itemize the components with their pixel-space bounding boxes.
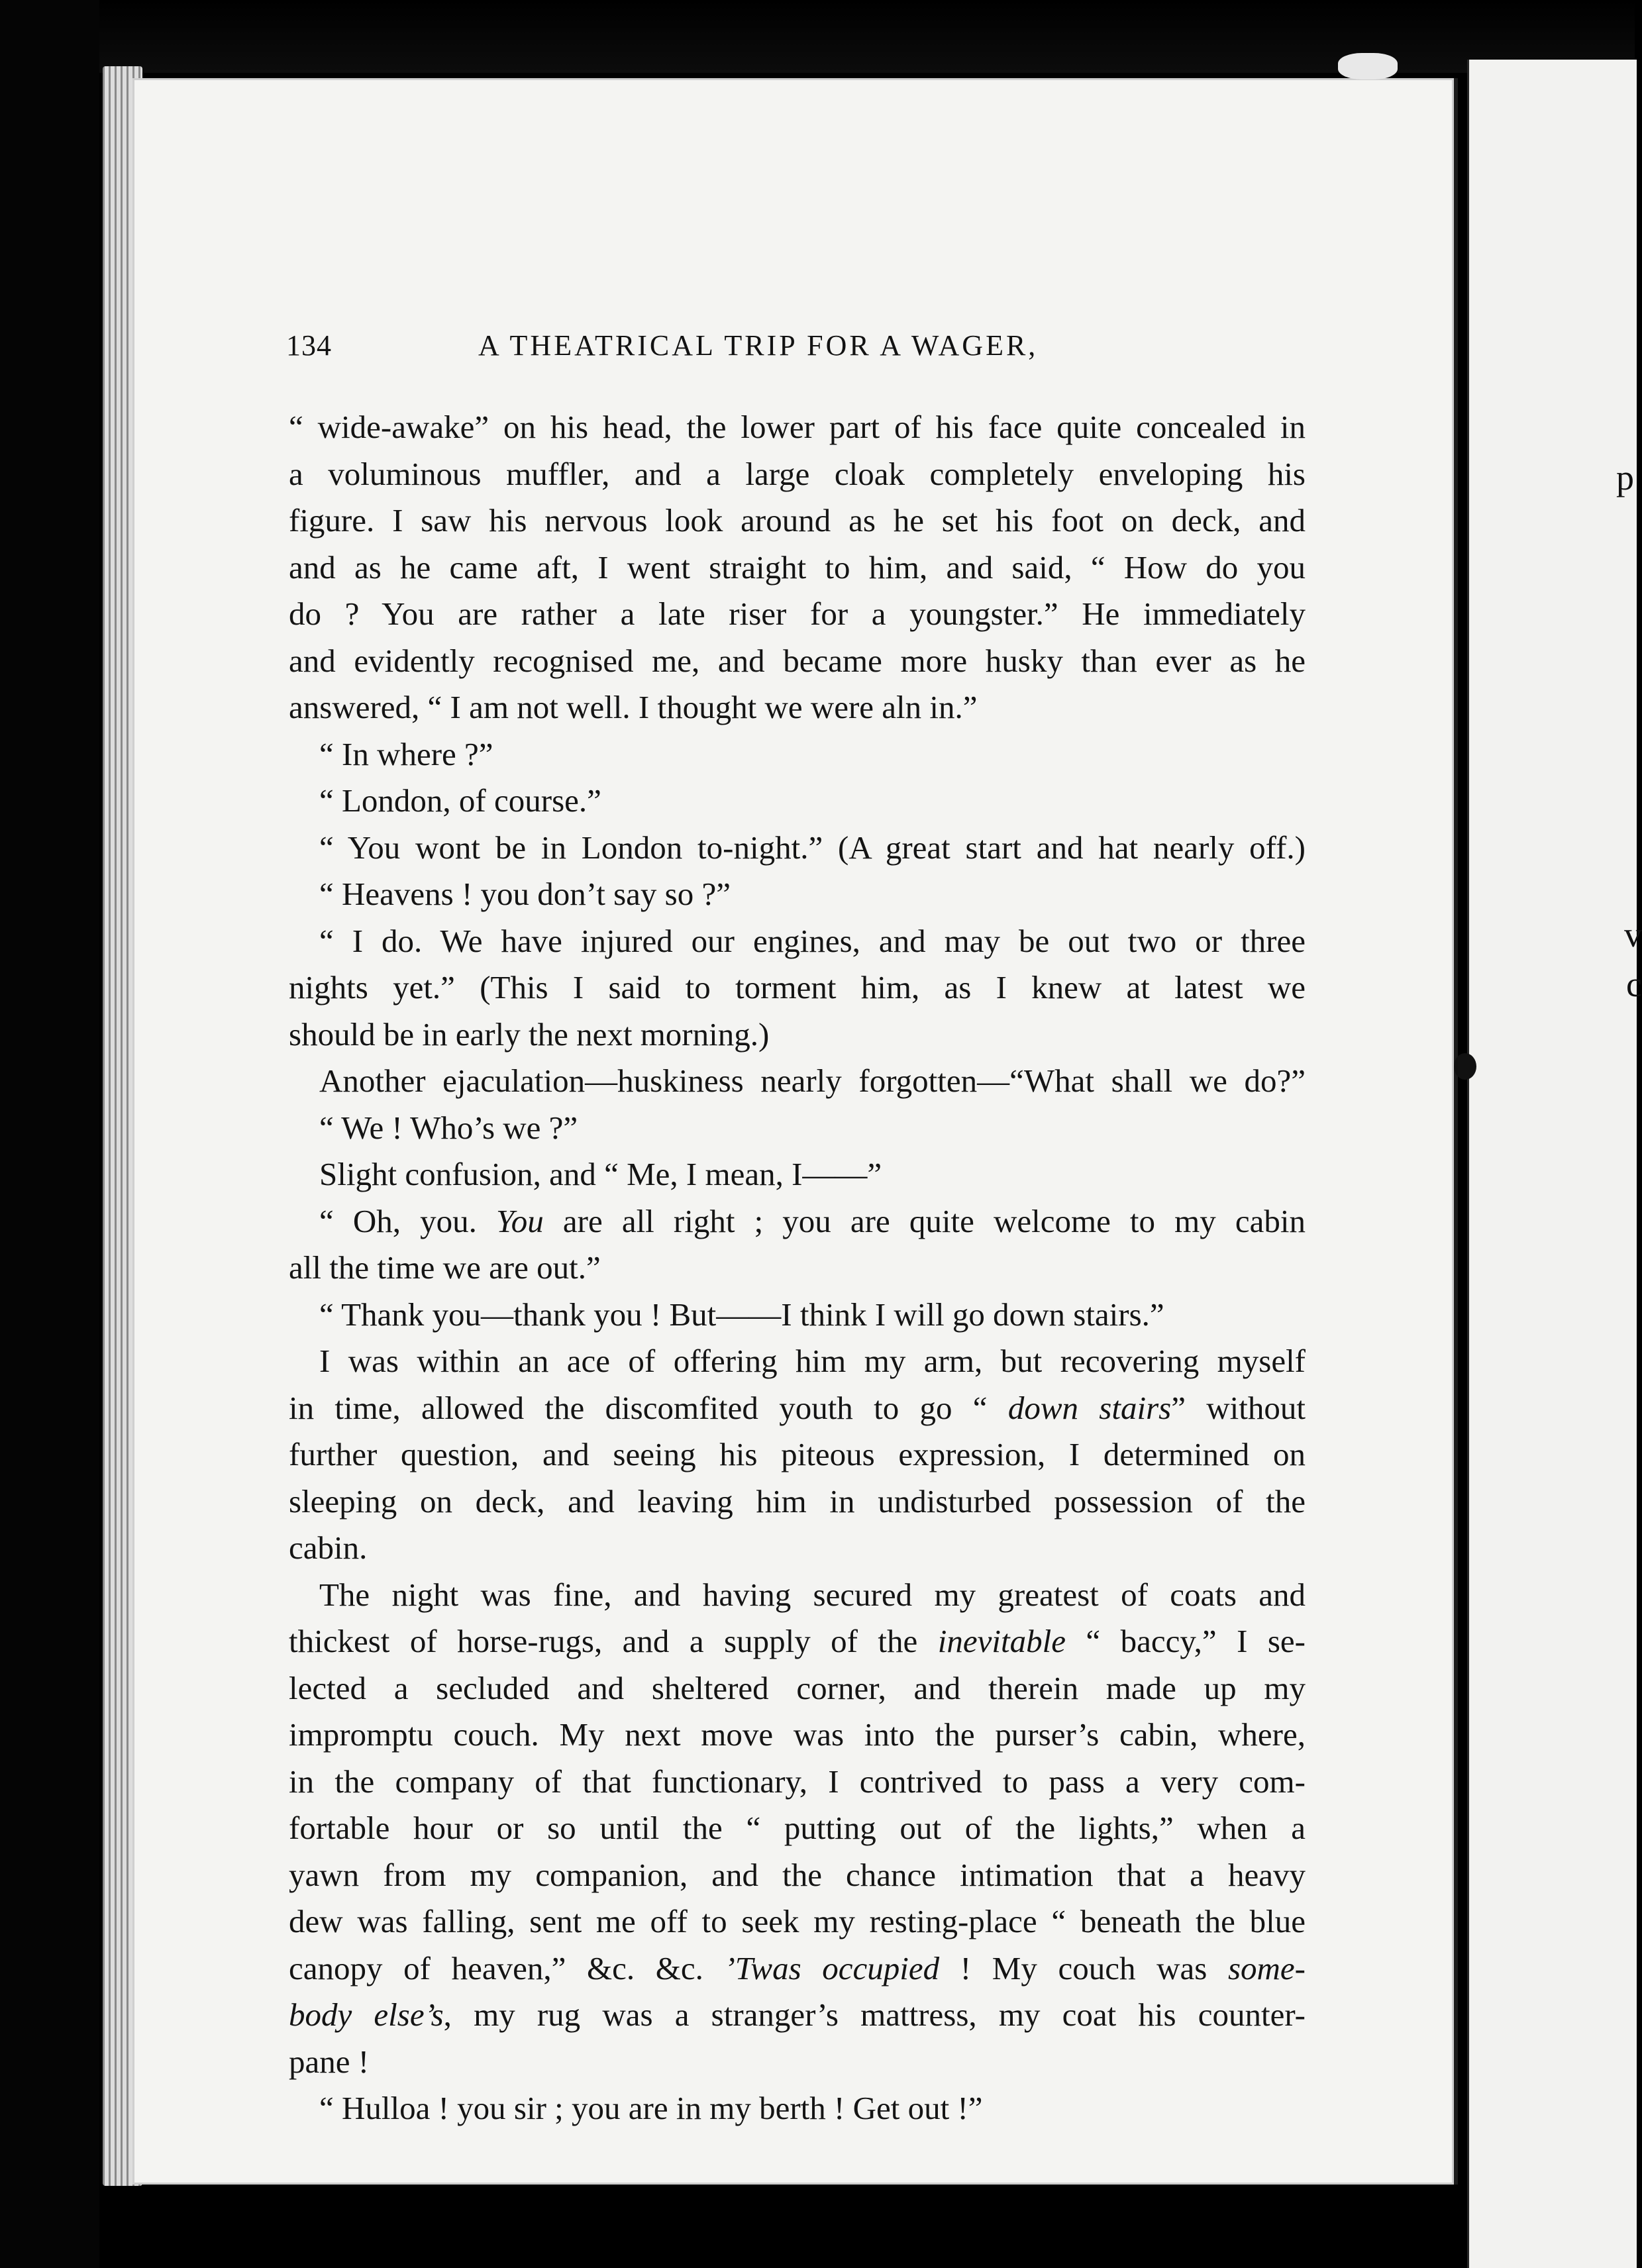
text-line: “ You wont be in London to-night.” (A great start and hat nearly off.) xyxy=(319,829,1306,866)
text-line: impromptu couch. My next move was into the purser’s cabin, where, xyxy=(289,1716,1306,1753)
facing-page-letter: v xyxy=(1624,915,1642,954)
text-line: a voluminous muffler, and a large cloak completely enveloping his xyxy=(289,455,1306,492)
text-line: and evidently recognised me, and became more husky than ever as he xyxy=(289,642,1306,679)
text-line: Another ejaculation—huskiness nearly forgotten—“What shall we do?” xyxy=(319,1062,1306,1099)
text-line: “ London, of course.” xyxy=(319,782,601,819)
text-line: The night was fine, and having secured my greatest of coats and xyxy=(319,1576,1306,1613)
text-line: body else’s, my rug was a stranger’s mattress, my coat his counter- xyxy=(289,1996,1306,2033)
text-line: cabin. xyxy=(289,1529,368,1566)
text-line: I was within an ace of offering him my arm, but recovering myself xyxy=(319,1343,1306,1379)
page-number: 134 xyxy=(286,329,332,362)
text-line: dew was falling, sent me off to seek my resting-place “ beneath the blue xyxy=(289,1903,1306,1939)
text-line: “ Oh, you. You are all right ; you are quite welcome to my cabin xyxy=(319,1202,1306,1239)
text-line: should be in early the next morning.) xyxy=(289,1015,770,1053)
text-line: lected a secluded and sheltered corner, and therein made up my xyxy=(289,1669,1306,1706)
text-line: sleeping on deck, and leaving him in undisturbed possession of the xyxy=(289,1482,1306,1520)
ink-blot xyxy=(1454,1053,1476,1080)
facing-page-edge xyxy=(1467,60,1637,2268)
body-text xyxy=(289,404,1306,2132)
scanner-left-edge xyxy=(0,0,99,2268)
text-line: further question, and seeing his piteous expression, I determined on xyxy=(289,1436,1306,1472)
text-line: figure. I saw his nervous look around as he set his foot on deck, and xyxy=(289,502,1306,539)
text-line: “ In where ?” xyxy=(319,735,493,772)
text-line: fortable hour or so until the “ putting out of the lights,” when a xyxy=(289,1810,1306,1846)
facing-page-letter: p xyxy=(1616,458,1634,497)
text-line: all the time we are out.” xyxy=(289,1249,601,1286)
text-line: do ? You are rather a late riser for a youngster.” He immediately xyxy=(289,595,1306,632)
ink-blot xyxy=(1338,53,1398,79)
facing-page-letter: c xyxy=(1626,964,1642,1004)
text-line: “ Heavens ! you don’t say so ?” xyxy=(319,876,731,912)
text-line: pane ! xyxy=(289,2043,370,2080)
text-line: Slight confusion, and “ Me, I mean, I——” xyxy=(319,1156,882,1192)
text-line: nights yet.” (This I said to torment him, as I knew at latest we xyxy=(289,969,1306,1005)
text-line: answered, “ I am not well. I thought we were aln in.” xyxy=(289,689,978,725)
text-line: “ We ! Who’s we ?” xyxy=(319,1109,578,1146)
text-line: and as he came aft, I went straight to him, and said, “ How do you xyxy=(289,548,1306,586)
running-header xyxy=(286,329,1319,375)
text-line: “ wide-awake” on his head, the lower part of his face quite concealed in xyxy=(289,409,1306,445)
text-line: yawn from my companion, and the chance intimation that a heavy xyxy=(289,1856,1306,1893)
text-line: in the company of that functionary, I contrived to pass a very com- xyxy=(289,1763,1306,1800)
text-line: “ I do. We have injured our engines, and may be out two or three xyxy=(319,922,1306,959)
running-title: A THEATRICAL TRIP FOR A WAGER, xyxy=(478,329,1039,362)
text-line: thickest of horse-rugs, and a supply of the inevitable “ baccy,” I se- xyxy=(289,1623,1306,1659)
text-line: “ Thank you—thank you ! But——I think I will go down stairs.” xyxy=(319,1296,1164,1333)
text-line: in time, allowed the discomfited youth to go “ down stairs” without xyxy=(289,1389,1306,1426)
text-line: canopy of heaven,” &c. &c. ’Twas occupied ! My couch was some- xyxy=(289,1949,1306,1986)
text-line: “ Hulloa ! you sir ; you are in my berth ! Get out !” xyxy=(319,2090,983,2126)
